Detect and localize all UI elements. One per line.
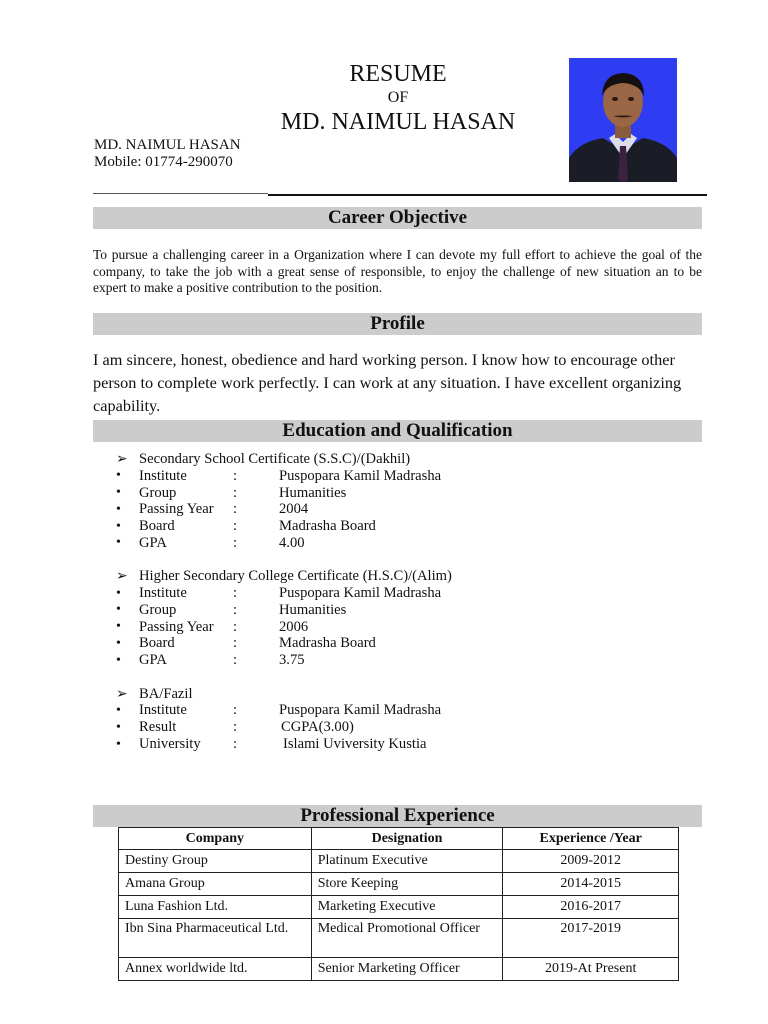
year-cell: 2009-2012 <box>503 850 679 873</box>
education-detail-row <box>116 518 452 535</box>
education-detail-row <box>116 468 452 485</box>
designation-cell: Platinum Executive <box>311 850 503 873</box>
bullet-icon: • <box>116 702 121 718</box>
table-row <box>119 958 679 981</box>
education-detail-row <box>116 535 452 552</box>
designation-cell: Store Keeping <box>311 873 503 896</box>
column-header-experience: Experience /Year <box>503 828 679 850</box>
education-item-heading <box>116 686 452 703</box>
contact-mobile: Mobile: 01774-290070 <box>94 154 233 170</box>
education-item-heading <box>116 451 452 468</box>
company-cell: Luna Fashion Ltd. <box>119 896 312 919</box>
detail-label: GPA <box>139 534 167 551</box>
education-detail-row <box>116 619 452 636</box>
detail-value: Humanities <box>279 601 347 618</box>
education-list <box>116 451 452 753</box>
detail-colon: : <box>233 635 238 652</box>
table-row <box>119 873 679 896</box>
contact-block <box>94 137 241 171</box>
profile-text: I am sincere, honest, obedience and hard working person. I know how to encourage other person to complete work perfectly. I can work at any situation. I have excellent organizing capability. <box>93 350 682 415</box>
education-detail-row <box>116 652 452 669</box>
detail-value: Madrasha Board <box>279 635 376 652</box>
detail-colon: : <box>233 518 238 535</box>
experience-heading: Professional Experience <box>93 805 702 827</box>
education-detail-row <box>116 585 452 602</box>
education-detail-row <box>116 719 452 736</box>
detail-label: Passing Year <box>139 501 214 518</box>
bullet-icon: • <box>116 635 121 651</box>
detail-label: Group <box>139 484 177 501</box>
detail-colon: : <box>233 467 238 484</box>
detail-colon: : <box>233 585 238 602</box>
arrow-bullet-icon: ➢ <box>116 451 128 467</box>
company-cell: Ibn Sina Pharmaceutical Ltd. <box>119 919 312 958</box>
column-header-company: Company <box>119 828 312 850</box>
bullet-icon: • <box>116 619 121 635</box>
bullet-icon: • <box>116 501 121 517</box>
education-degree: Secondary School Certificate (S.S.C)/(Dakhil) <box>139 450 411 467</box>
education-detail-row <box>116 636 452 653</box>
designation-cell: Medical Promotional Officer <box>311 919 503 958</box>
education-heading: Education and Qualification <box>93 420 702 442</box>
bullet-icon: • <box>116 468 121 484</box>
profile-photo <box>569 58 677 182</box>
education-detail-row <box>116 602 452 619</box>
year-cell: 2014-2015 <box>503 873 679 896</box>
year-cell: 2016-2017 <box>503 896 679 919</box>
detail-value: Humanities <box>279 484 347 501</box>
bullet-icon: • <box>116 652 121 668</box>
detail-label: Board <box>139 635 175 652</box>
career-objective-heading: Career Objective <box>93 207 702 229</box>
candidate-name: MD. NAIMUL HASAN <box>280 109 516 135</box>
resume-of: OF <box>387 89 409 106</box>
education-item-heading <box>116 568 452 585</box>
education-detail-row <box>116 703 452 720</box>
detail-label: Institute <box>139 585 187 602</box>
arrow-bullet-icon: ➢ <box>116 569 128 585</box>
education-degree: BA/Fazil <box>139 685 193 702</box>
profile-heading: Profile <box>93 313 702 335</box>
detail-value: Islami Uviversity Kustia <box>283 736 427 753</box>
header-divider-thick <box>268 194 707 196</box>
detail-colon: : <box>233 736 238 753</box>
designation-cell: Marketing Executive <box>311 896 503 919</box>
education-detail-row <box>116 736 452 753</box>
detail-colon: : <box>233 601 238 618</box>
company-cell: Destiny Group <box>119 850 312 873</box>
profile-photo-image <box>569 58 677 182</box>
detail-value: 4.00 <box>279 534 305 551</box>
column-header-designation: Designation <box>311 828 503 850</box>
detail-value: 2006 <box>279 618 309 635</box>
arrow-bullet-icon: ➢ <box>116 686 128 702</box>
detail-value: 2004 <box>279 501 309 518</box>
contact-name: MD. NAIMUL HASAN <box>94 137 241 153</box>
table-row <box>119 919 679 958</box>
experience-table <box>118 827 679 981</box>
detail-colon: : <box>233 702 238 719</box>
detail-colon: : <box>233 534 238 551</box>
bullet-icon: • <box>116 535 121 551</box>
resume-title: RESUME <box>349 61 447 87</box>
bullet-icon: • <box>116 518 121 534</box>
detail-colon: : <box>233 618 238 635</box>
bullet-icon: • <box>116 736 121 752</box>
detail-value: Puspopara Kamil Madrasha <box>279 702 442 719</box>
detail-label: Result <box>139 719 177 736</box>
detail-label: Group <box>139 601 177 618</box>
detail-value: Puspopara Kamil Madrasha <box>279 467 442 484</box>
education-detail-row <box>116 485 452 502</box>
detail-colon: : <box>233 719 238 736</box>
detail-colon: : <box>233 501 238 518</box>
detail-label: Passing Year <box>139 618 214 635</box>
career-objective-text: To pursue a challenging career in a Organization where I can devote my full effort to achieve the goal of the company, to take the job with a great sense of responsible, to enjoy the challenge of new situation an to be expert to make a positive contribution to the position. <box>93 247 702 295</box>
detail-label: Board <box>139 518 175 535</box>
detail-label: GPA <box>139 652 167 669</box>
detail-colon: : <box>233 652 238 669</box>
bullet-icon: • <box>116 719 121 735</box>
detail-label: University <box>139 736 201 753</box>
table-header-row <box>119 828 679 850</box>
year-cell: 2019-At Present <box>503 958 679 981</box>
header-divider-thin <box>93 193 268 194</box>
education-detail-row <box>116 501 452 518</box>
bullet-icon: • <box>116 585 121 601</box>
table-row <box>119 896 679 919</box>
detail-label: Institute <box>139 467 187 484</box>
table-row <box>119 850 679 873</box>
detail-value: Puspopara Kamil Madrasha <box>279 585 442 602</box>
bullet-icon: • <box>116 484 121 500</box>
year-cell: 2017-2019 <box>503 919 679 958</box>
detail-colon: : <box>233 484 238 501</box>
detail-value: 3.75 <box>279 652 305 669</box>
designation-cell: Senior Marketing Officer <box>311 958 503 981</box>
education-degree: Higher Secondary College Certificate (H.S.C)/(Alim) <box>139 568 452 585</box>
company-cell: Amana Group <box>119 873 312 896</box>
detail-value: Madrasha Board <box>279 518 376 535</box>
detail-label: Institute <box>139 702 187 719</box>
detail-value: CGPA(3.00) <box>281 719 354 736</box>
company-cell: Annex worldwide ltd. <box>119 958 312 981</box>
bullet-icon: • <box>116 602 121 618</box>
